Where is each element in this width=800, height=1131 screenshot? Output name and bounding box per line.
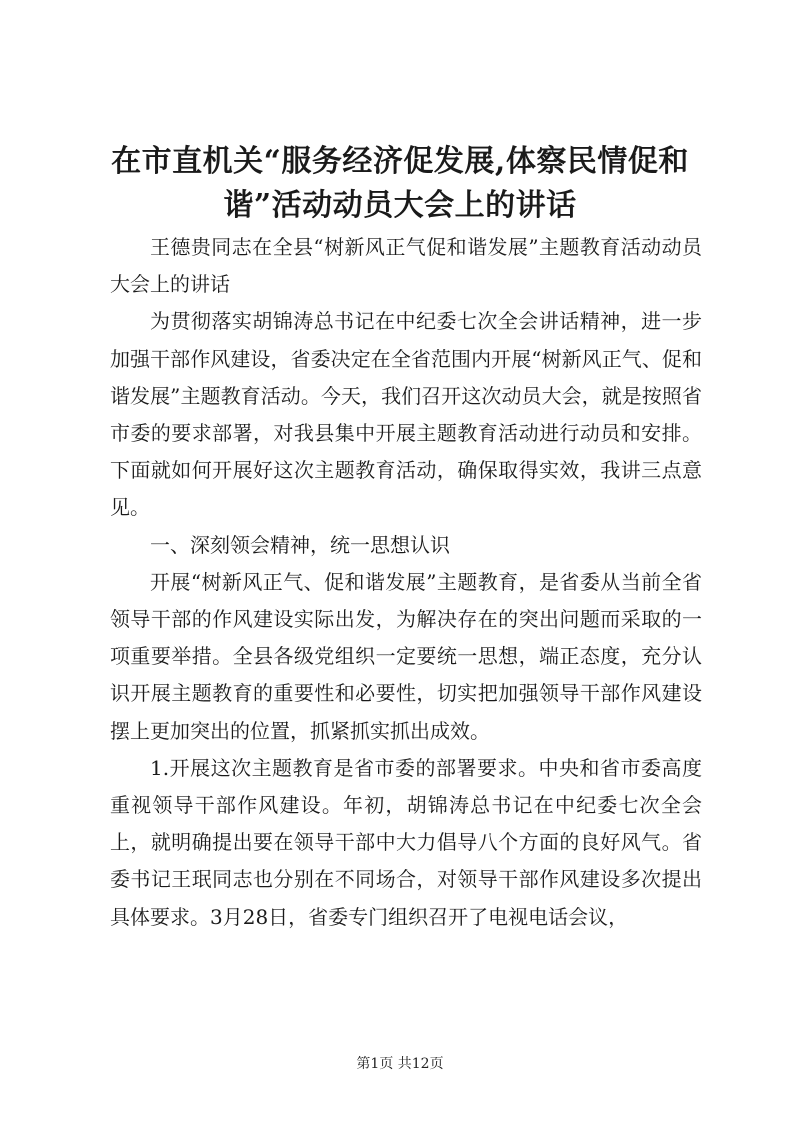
paragraph-intro: 为贯彻落实胡锦涛总书记在中纪委七次全会讲话精神，进一步加强干部作风建设，省委决定在全省范围内开展“树新风正气、促和谐发展”主题教育活动。今天，我们召开这次动员大会，就是按照省市委的要求部署，对我县集中开展主题教育活动进行动员和安排。下面就如何开展好这次主题教育活动，确保取得实效，我讲三点意见。 [110, 309, 702, 520]
page-number-footer: 第1页 共12页 [356, 1056, 444, 1072]
paragraph-subtitle: 王德贵同志在全县“树新风正气促和谐发展”主题教育活动动员大会上的讲话 [110, 235, 702, 297]
document-title: 在市直机关“服务经济促发展,体察民情促和谐”活动动员大会上的讲话 [111, 144, 689, 223]
paragraph-point-one: 1.开展这次主题教育是省市委的部署要求。中央和省市委高度重视领导干部作风建设。年初，胡锦涛总书记在中纪委七次全会上，就明确提出要在领导干部中大力倡导八个方面的良好风气。省委书记王珉同志也分别在不同场合，对领导干部作风建设多次提出具体要求。3月28日，省委专门组织召开了电视电话会议， [110, 755, 702, 929]
document-body [110, 229, 702, 936]
section-heading: 一、深刻领会精神，统一思想认识 [150, 532, 450, 557]
paragraph-section-body: 开展“树新风正气、促和谐发展”主题教育，是省委从当前全省领导干部的作风建设实际出发，为解决存在的突出问题而采取的一项重要举措。全县各级党组织一定要统一思想，端正态度，充分认识开展主题教育的重要性和必要性，切实把加强领导干部作风建设摆上更加突出的位置，抓紧抓实抓出成效。 [110, 569, 702, 743]
